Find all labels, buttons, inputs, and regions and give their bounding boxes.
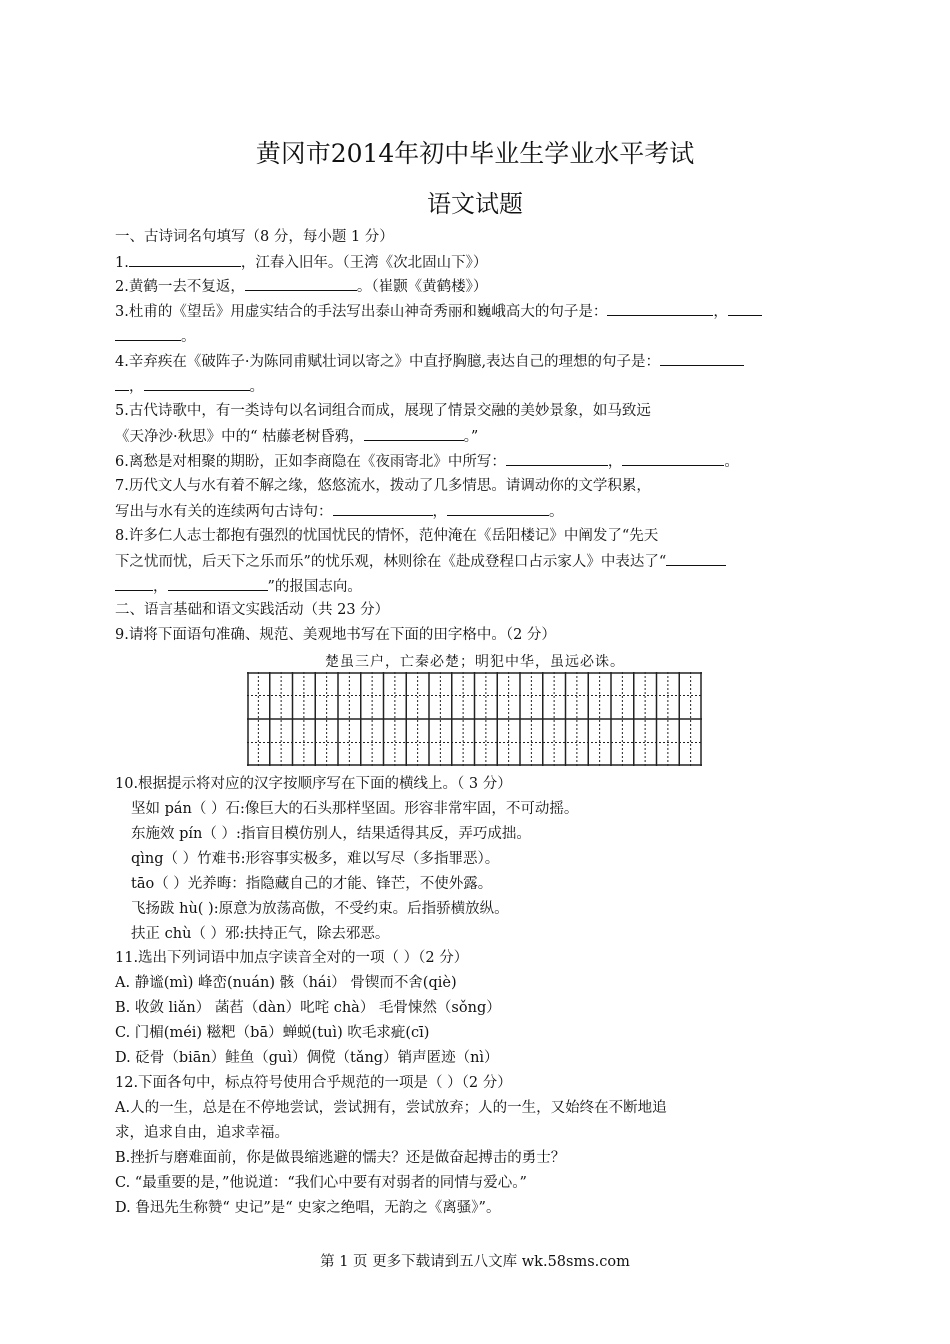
question-12-option-d[interactable]: D. 鲁迅先生称赞“ 史记”是“ 史家之绝唱，无韵之《离骚》”。	[115, 1200, 501, 1216]
page-footer: 第 1 页 更多下载请到五八文库 wk.58sms.com	[320, 1254, 630, 1270]
answer-blank[interactable]	[660, 352, 744, 366]
answer-blank[interactable]	[447, 502, 549, 516]
question-8: 8.许多仁人志士都抱有强烈的忧国忧民的情怀，范仲淹在《岳阳楼记》中阐发了“先天	[115, 528, 659, 544]
answer-blank[interactable]	[506, 452, 608, 466]
answer-blank[interactable]	[115, 327, 181, 341]
tianzige-grid[interactable]	[247, 672, 702, 766]
question-10-item: 扶正 chù（ ）邪:扶持正气，除去邪恶。	[131, 926, 390, 942]
answer-blank[interactable]	[333, 502, 433, 516]
question-text: 1.	[115, 255, 129, 271]
question-text: 。	[724, 454, 739, 470]
exam-title: 黄冈市2014年初中毕业生学业水平考试	[255, 139, 695, 168]
question-11-option-b[interactable]: B. 收敛 liǎn） 菡萏（dàn）叱咤 chà） 毛骨悚然（sǒng）	[115, 1000, 501, 1016]
question-text: 6.离愁是对相聚的期盼，正如李商隐在《夜雨寄北》中所写：	[115, 454, 506, 470]
question-9: 9.请将下面语句准确、规范、美观地书写在下面的田字格中。（2 分）	[115, 627, 556, 643]
question-text: 。”	[463, 429, 479, 445]
section-heading: 一、古诗词名句填写（8 分，每小题 1 分）	[115, 229, 394, 245]
answer-blank[interactable]	[129, 253, 241, 267]
question-4-cont	[115, 377, 264, 396]
question-10-item: 东施效 pín（ ）:指盲目模仿别人，结果适得其反，弄巧成拙。	[131, 826, 531, 842]
question-text: ，	[432, 504, 447, 520]
question-1	[115, 253, 487, 272]
answer-blank[interactable]	[607, 302, 713, 316]
question-3-cont	[115, 327, 196, 346]
answer-blank[interactable]	[666, 552, 726, 566]
question-12-option-a-cont: 求，追求自由，追求幸福。	[115, 1125, 289, 1141]
question-text: 下之忧而忧，后天下之乐而乐”的忧乐观，林则徐在《赴成登程口占示家人》中表达了“	[115, 554, 667, 570]
question-12-option-a[interactable]: A.人的一生，总是在不停地尝试，尝试拥有，尝试放弃；人的一生，又始终在不断地追	[115, 1100, 667, 1116]
question-12-option-c[interactable]: C. “最重要的是，”他说道：“我们心中要有对弱者的同情与爱心。”	[115, 1175, 527, 1191]
answer-blank[interactable]	[245, 277, 357, 291]
question-text: ，	[153, 579, 168, 595]
grid-sample-text: 楚虽三户，亡秦必楚；明犯中华，虽远必诛。	[325, 654, 625, 670]
question-7-cont	[115, 502, 564, 521]
question-text: 。	[249, 379, 264, 395]
question-10: 10.根据提示将对应的汉字按顺序写在下面的横线上。（ 3 分）	[115, 776, 512, 792]
question-11-option-d[interactable]: D. 砭骨（biān）鲑鱼（guì）倜傥（tǎng）销声匿迹（nì）	[115, 1050, 499, 1066]
answer-blank[interactable]	[168, 577, 268, 591]
question-text: 《天净沙·秋思》中的“ 枯藤老树昏鸦，	[115, 429, 364, 445]
question-5: 5.古代诗歌中，有一类诗句以名词组合而成，展现了情景交融的美妙景象，如马致远	[115, 403, 651, 419]
question-text: 3.杜甫的《望岳》用虚实结合的手法写出泰山神奇秀丽和巍峨高大的句子是：	[115, 304, 608, 320]
question-text: 。	[181, 329, 196, 345]
question-text: 写出与水有关的连续两句古诗句：	[115, 504, 333, 520]
answer-blank[interactable]	[728, 302, 762, 316]
section-heading: 二、语言基础和语文实践活动（共 23 分）	[115, 602, 390, 618]
question-8-cont	[115, 552, 726, 571]
answer-blank[interactable]	[364, 427, 464, 441]
question-3	[115, 302, 762, 321]
question-text: ”的报国志向。	[267, 579, 362, 595]
question-8-cont	[115, 577, 362, 596]
question-text: ，江春入旧年。（王湾《次北固山下》）	[240, 255, 488, 271]
question-2	[115, 277, 487, 296]
question-11-option-c[interactable]: C. 门楣(méi) 糍粑（bā）蝉蜕(tuì) 吹毛求疵(cī)	[115, 1025, 430, 1041]
question-text: ，	[607, 454, 623, 470]
question-12: 12.下面各句中，标点符号使用合乎规范的一项是（ ）（2 分）	[115, 1075, 512, 1091]
question-11-option-a[interactable]: A. 静谧(mì) 峰峦(nuán) 骸（hái） 骨锲而不舍(qiè)	[115, 975, 457, 991]
question-text: 。	[549, 504, 564, 520]
answer-blank[interactable]	[115, 577, 153, 591]
question-text: 2.黄鹤一去不复返，	[115, 279, 245, 295]
question-text: 。（崔颢《黄鹤楼》）	[356, 279, 488, 295]
question-7: 7.历代文人与水有着不解之缘，悠悠流水，拨动了几多情思。请调动你的文学积累，	[115, 478, 651, 494]
question-4	[115, 352, 744, 371]
question-text: ，	[713, 304, 728, 320]
question-10-item: 坚如 pán（ ）石:像巨大的石头那样坚固。形容非常牢固，不可动摇。	[131, 801, 579, 817]
question-text: ，	[129, 379, 144, 395]
question-text: 4.辛弃疾在《破阵子·为陈同甫赋壮词以寄之》中直抒胸臆,表达自己的理想的句子是：	[115, 354, 661, 370]
question-10-item: qìng（ ）竹难书:形容事实极多，难以写尽（多指罪恶）。	[131, 851, 500, 867]
answer-blank[interactable]	[115, 377, 129, 391]
question-5-cont	[115, 427, 478, 446]
question-11: 11.选出下列词语中加点字读音全对的一项（ ）（2 分）	[115, 950, 469, 966]
answer-blank[interactable]	[622, 452, 724, 466]
exam-subtitle: 语文试题	[427, 190, 523, 218]
question-10-item: 飞扬跋 hù( ):原意为放荡高傲，不受约束。后指骄横放纵。	[131, 901, 509, 917]
question-12-option-b[interactable]: B.挫折与磨难面前，你是做畏缩逃避的懦夫？还是做奋起搏击的勇士？	[115, 1150, 566, 1166]
answer-blank[interactable]	[144, 377, 250, 391]
question-10-item: tāo（ ）光养晦：指隐藏自己的才能、锋芒，不使外露。	[131, 876, 493, 892]
question-6	[115, 452, 739, 471]
